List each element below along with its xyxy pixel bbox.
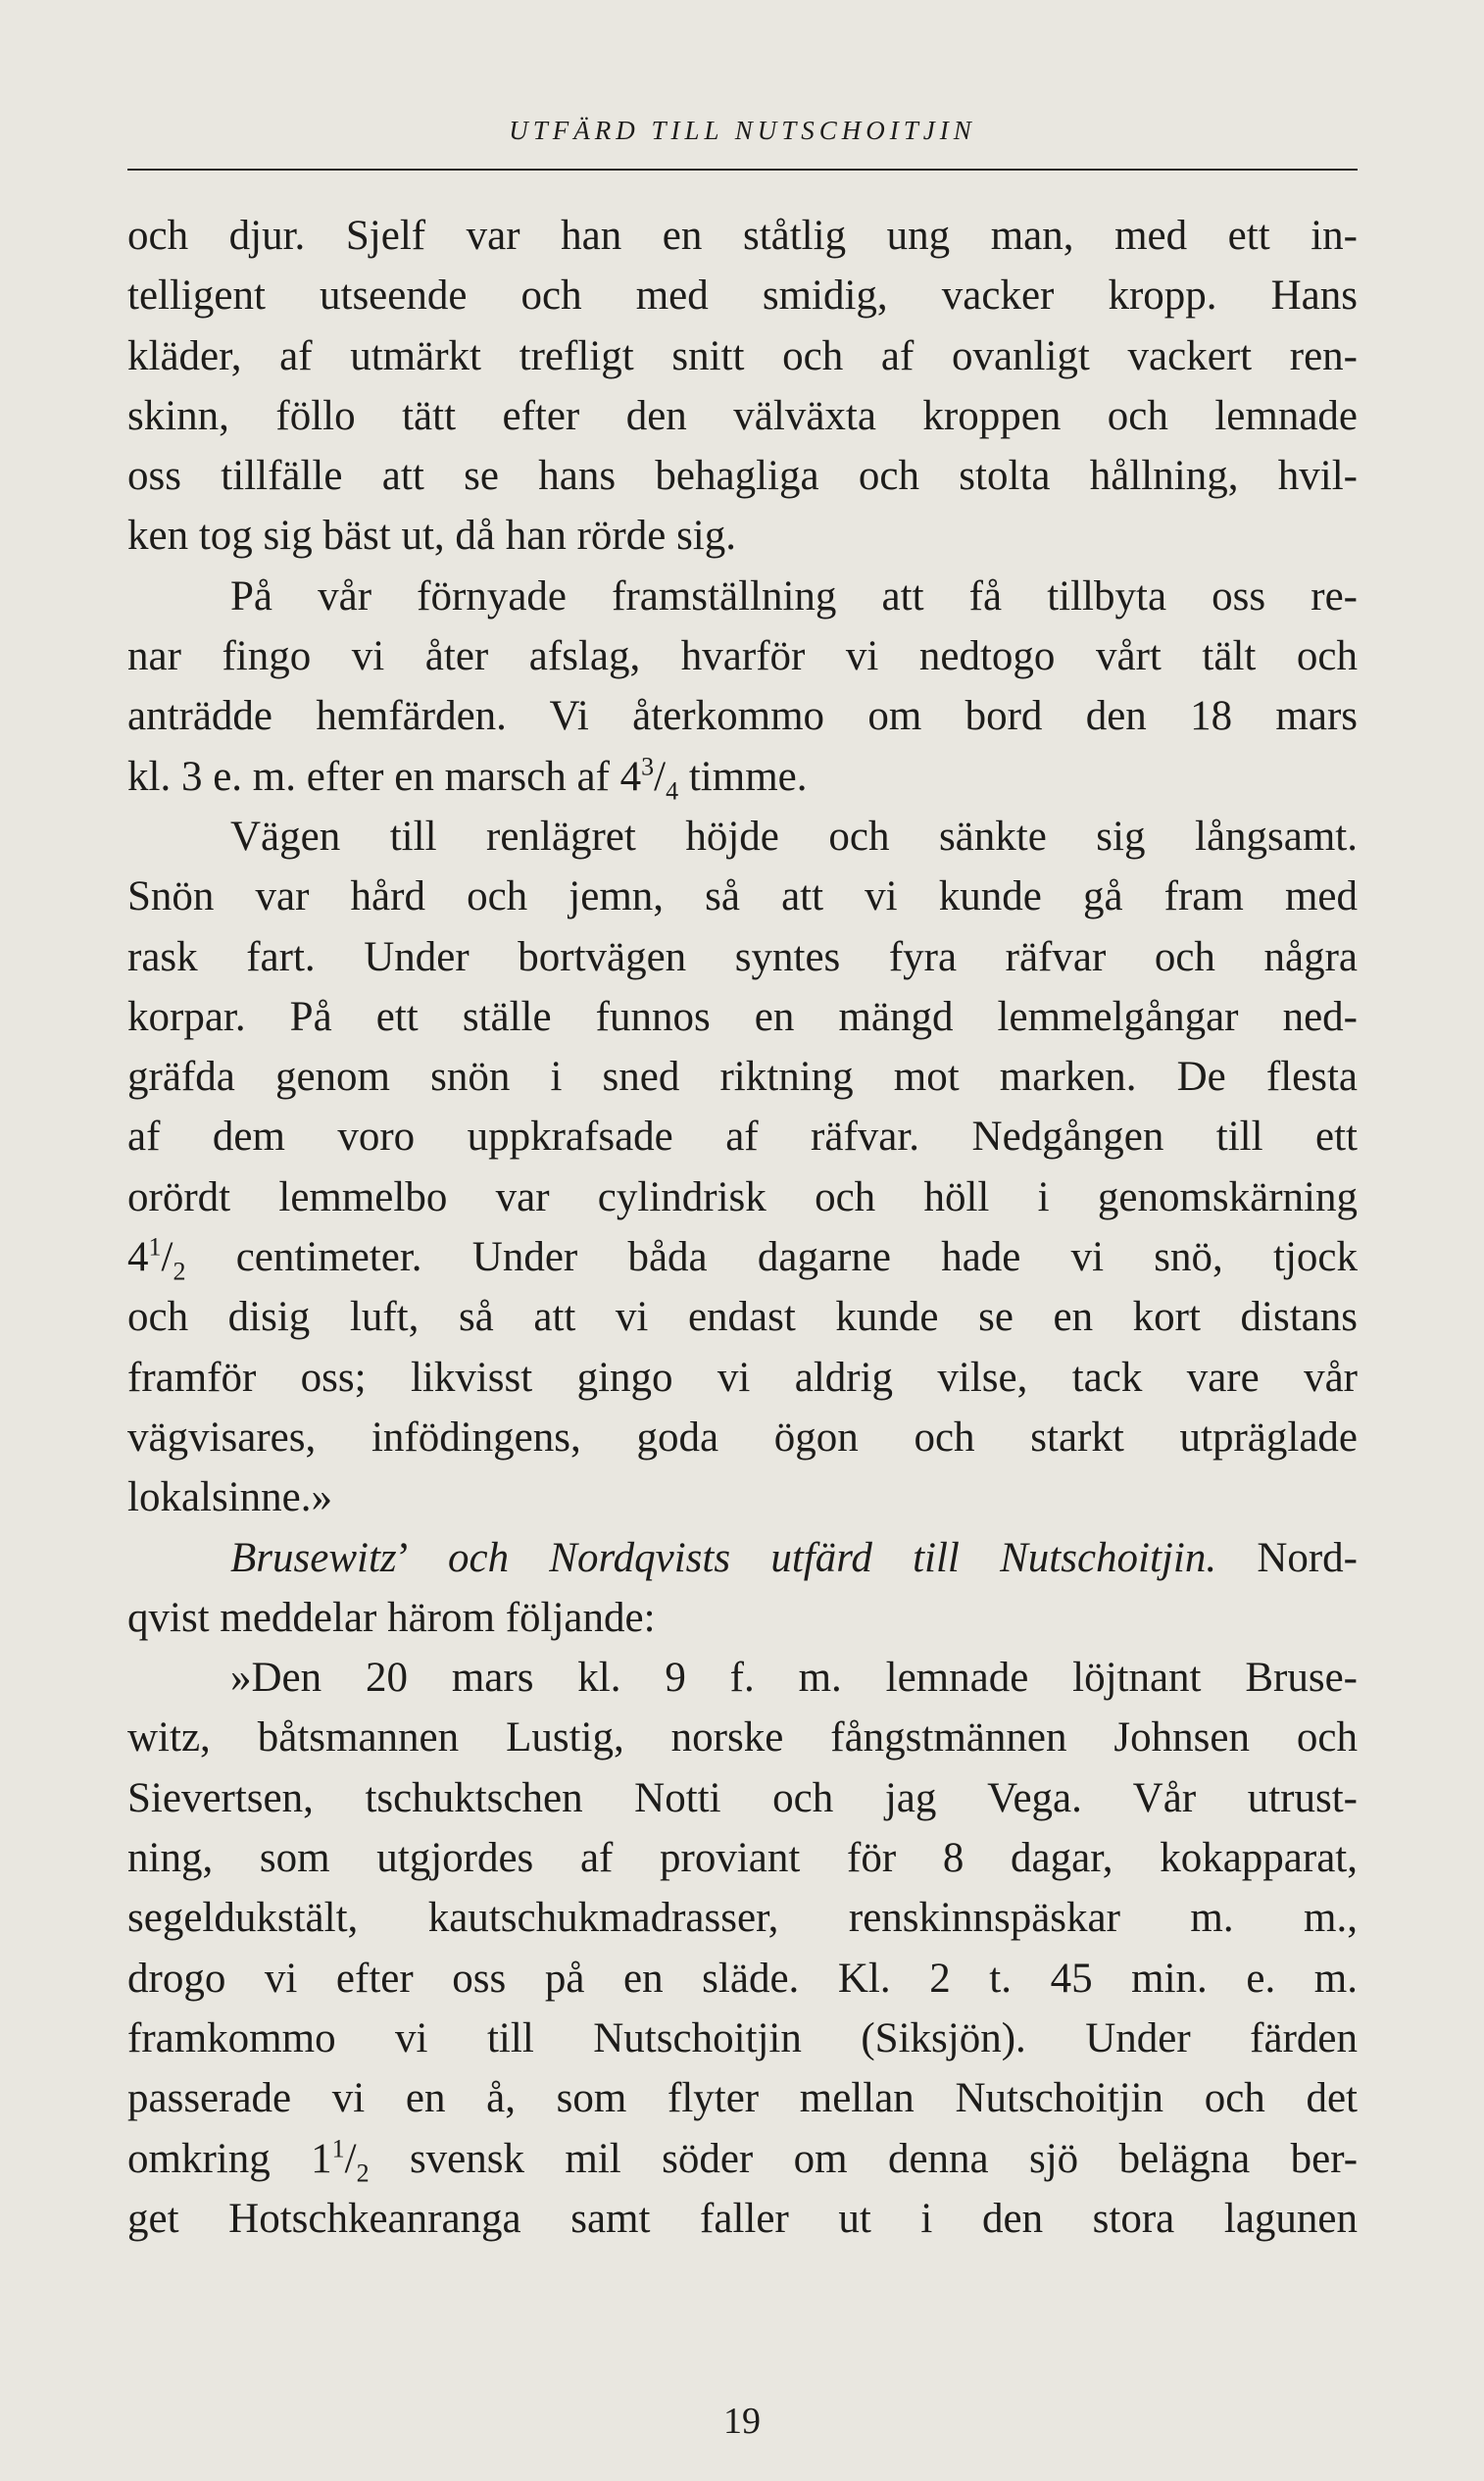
text-line: Vägen till renlägret höjde och sänkte sig långsamt. (230, 813, 1358, 860)
text-line: och djur. Sjelf var han en ståtlig ung man, med ett in- (127, 213, 1358, 259)
text-line: oss tillfälle att se hans behagliga och stolta hållning, hvil- (127, 453, 1358, 500)
fraction-four-three-quarters: $4^3/_4$ (619, 752, 679, 806)
body-text (127, 206, 1358, 2249)
fraction-one-and-half: $1^1/_2$ (311, 2134, 370, 2188)
text-line: gräfda genom snön i sned riktning mot marken. De flesta (127, 1054, 1358, 1101)
text-line: och disig luft, så att vi endast kunde se en kort distans (127, 1294, 1358, 1341)
text-line: passerade vi en å, som flyter mellan Nutschoitjin och det (127, 2075, 1358, 2122)
text-line: Snön var hård och jemn, så att vi kunde gå fram med (127, 873, 1358, 920)
text-line-part: centimeter. Under båda dagarne hade vi snö, tjock (235, 1234, 1358, 1281)
running-head: UTFÄRD TILL NUTSCHOITJIN (509, 116, 976, 145)
text-line: anträdde hemfärden. Vi återkommo om bord den 18 mars (127, 693, 1358, 740)
text-line-part: omkring (127, 2135, 271, 2182)
text-line-part: kl. 3 e. m. efter en marsch af (127, 753, 610, 800)
text-line: witz, båtsmannen Lustig, norske fångstmännen Johnsen och (127, 1714, 1358, 1762)
text-line (127, 2129, 1358, 2189)
text-line: drogo vi efter oss på en släde. Kl. 2 t. 45 min. e. m. (127, 1955, 1358, 2002)
text-line: lokalsinne.» (127, 1474, 332, 1521)
text-line: skinn, föllo tätt efter den välväxta kroppen och lemnade (127, 392, 1358, 439)
text-line: telligent utseende och med smidig, vacker kropp. Hans (127, 273, 1358, 320)
text-line: »Den 20 mars kl. 9 f. m. lemnade löjtnant Bruse- (230, 1655, 1358, 1702)
text-line-part: svensk mil söder om denna sjö belägna ber- (409, 2135, 1359, 2182)
text-line: orördt lemmelbo var cylindrisk och höll i genomskärning (127, 1173, 1358, 1220)
text-line: Brusewitz’ och Nordqvists utfärd till Nutschoitjin. Nord- (230, 1534, 1359, 1581)
text-line (127, 747, 1358, 807)
text-line: korpar. På ett ställe funnos en mängd lemmelgångar ned- (127, 993, 1358, 1040)
text-line: kläder, af utmärkt trefligt snitt och af ovanligt vackert ren- (127, 332, 1358, 379)
text-line (127, 1227, 1358, 1287)
text-line: ning, som utgjordes af proviant för 8 dagar, kokapparat, (127, 1835, 1358, 1882)
text-line: get Hotschkeanranga samt faller ut i den stora lagunen (127, 2195, 1358, 2242)
text-line: af dem voro uppkrafsade af räfvar. Nedgången till ett (127, 1114, 1358, 1161)
text-line: rask fart. Under bortvägen syntes fyra räfvar och några (127, 933, 1358, 980)
text-line: nar fingo vi åter afslag, hvarför vi nedtogo vårt tält och (127, 633, 1358, 680)
text-line-part: Nord- (1257, 1534, 1359, 1581)
text-line-part: timme. (688, 753, 808, 800)
header-rule (127, 169, 1358, 171)
text-line: framför oss; likvisst gingo vi aldrig vilse, tack vare vår (127, 1354, 1358, 1401)
text-line: ken tog sig bäst ut, då han rörde sig. (127, 513, 737, 560)
text-line: segeldukstält, kautschukmadrasser, renskinnspäskar m. m., (127, 1895, 1358, 1942)
text-line: vägvisares, infödingens, goda ögon och starkt utpräglade (127, 1414, 1358, 1461)
text-line: qvist meddelar härom följande: (127, 1594, 656, 1641)
page-number: 19 (723, 2401, 761, 2442)
fraction-four-and-half: $4^1/_2$ (127, 1232, 186, 1286)
text-line: Sievertsen, tschuktschen Notti och jag Vega. Vår utrust- (127, 1774, 1358, 1821)
text-line: framkommo vi till Nutschoitjin (Siksjön). Under färden (127, 2014, 1358, 2061)
italic-part: och Nordqvists (448, 1534, 731, 1581)
text-line: På vår förnyade framställning att få tillbyta oss re- (230, 572, 1358, 620)
italic-title: utfärd till Nutschoitjin. (770, 1534, 1217, 1581)
italic-name: Brusewitz (230, 1534, 397, 1581)
